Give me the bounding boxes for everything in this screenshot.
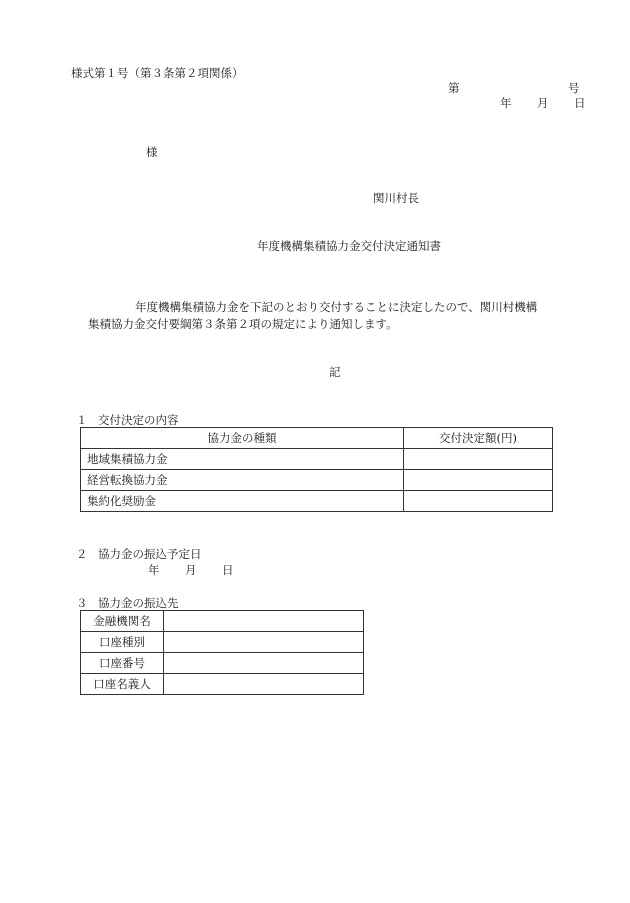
section3-title: 協力金の振込先 — [98, 596, 179, 610]
table-row — [81, 470, 553, 491]
section3-heading — [76, 596, 179, 610]
section1-heading — [76, 413, 179, 427]
column-header-type: 協力金の種類 — [81, 428, 404, 449]
account-number-value — [164, 653, 364, 674]
transfer-date-day: 日 — [222, 563, 234, 577]
body-line-2: 集積協力金交付要綱第３条第２項の規定により通知します。 — [88, 317, 398, 331]
table-row — [81, 632, 364, 653]
table-row — [81, 449, 553, 470]
section2-number: ２ — [76, 547, 88, 561]
transfer-date — [148, 563, 234, 577]
document-number-prefix: 第 — [448, 81, 460, 95]
account-type-label: 口座種別 — [81, 632, 164, 653]
table-row — [81, 611, 364, 632]
transfer-date-month: 月 — [185, 563, 197, 577]
issue-date — [500, 96, 586, 110]
account-number-label: 口座番号 — [81, 653, 164, 674]
ki-label: 記 — [329, 365, 341, 379]
table-row — [81, 674, 364, 695]
grant-type-cell: 経営転換協力金 — [81, 470, 404, 491]
grant-amount-cell — [404, 449, 553, 470]
account-type-value — [164, 632, 364, 653]
bank-name-label: 金融機関名 — [81, 611, 164, 632]
bank-account-table — [80, 610, 364, 695]
document-title: 年度機構集積協力金交付決定通知書 — [257, 239, 441, 253]
grant-amount-cell — [404, 491, 553, 512]
issuer: 関川村長 — [373, 191, 419, 205]
transfer-date-year: 年 — [148, 563, 160, 577]
issue-date-day: 日 — [574, 96, 586, 110]
document-number-suffix: 号 — [568, 81, 580, 95]
table-row — [81, 491, 553, 512]
account-holder-value — [164, 674, 364, 695]
grant-type-cell: 地域集積協力金 — [81, 449, 404, 470]
issue-date-year: 年 — [500, 96, 512, 110]
section3-number: ３ — [76, 596, 88, 610]
account-holder-label: 口座名義人 — [81, 674, 164, 695]
grant-type-cell: 集約化奨励金 — [81, 491, 404, 512]
table-header-row — [81, 428, 553, 449]
body-line-1: 年度機構集積協力金を下記のとおり交付することに決定したので、関川村機構 — [135, 300, 538, 314]
section1-number: １ — [76, 413, 88, 427]
form-number: 様式第１号（第３条第２項関係） — [71, 66, 244, 80]
column-header-amount: 交付決定額(円) — [404, 428, 553, 449]
section2-title: 協力金の振込予定日 — [98, 547, 202, 561]
grant-amount-cell — [404, 470, 553, 491]
recipient-honorific: 様 — [146, 145, 158, 159]
bank-name-value — [164, 611, 364, 632]
section1-title: 交付決定の内容 — [98, 413, 179, 427]
issue-date-month: 月 — [537, 96, 549, 110]
grant-decision-table — [80, 427, 553, 512]
table-row — [81, 653, 364, 674]
section2-heading — [76, 547, 202, 561]
